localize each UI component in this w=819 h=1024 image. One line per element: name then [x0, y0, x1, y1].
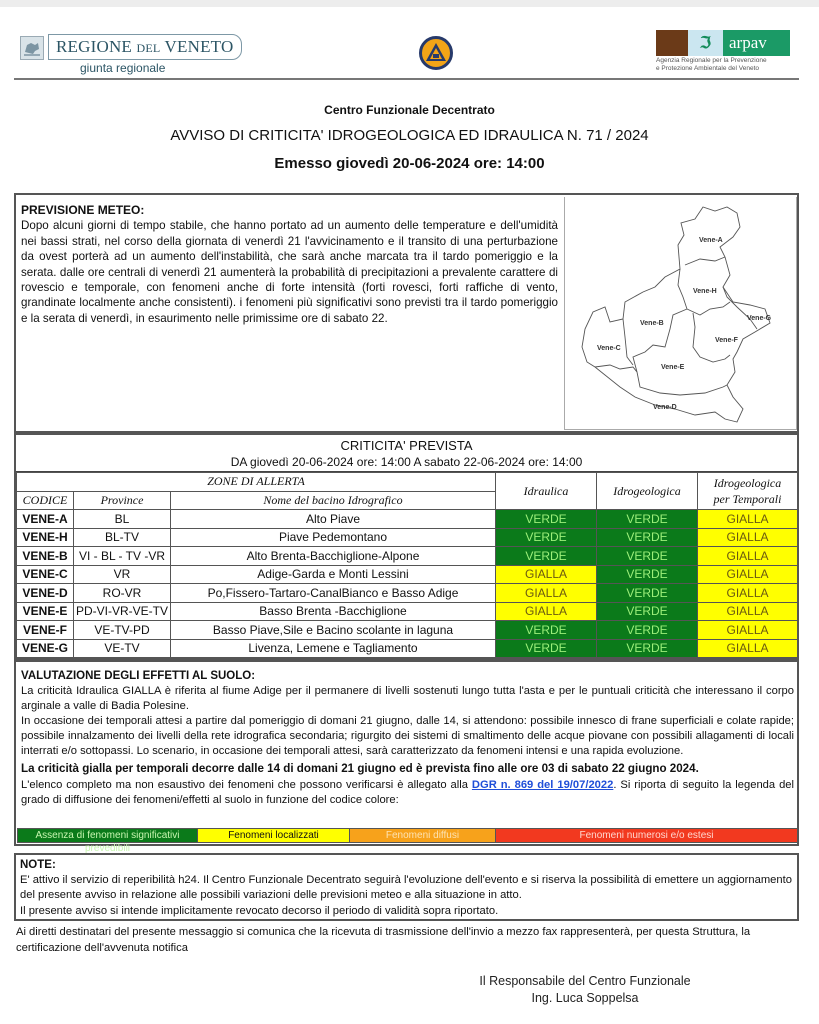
- zone-basin: Alto Piave: [171, 510, 496, 529]
- criticality-heading: CRITICITA' PREVISTA: [340, 438, 473, 453]
- border-b-c: [623, 319, 633, 365]
- zone-basin: Adige-Garda e Monti Lessini: [171, 565, 496, 584]
- weather-forecast-section: [14, 193, 799, 433]
- ground-effects-paragraph-2: In occasione dei temporali attesi a partire dal pomeriggio di domani 21 giugno, dalle 14, si attendono: possibile innesco di frane superficiali e colate rapide; possibile innalzamento dei livelli della rete idrografica secondaria; rigurgito dei sistemi di smaltimento delle acque piovane con possibili allagamenti di locali interrati e/o sottopassi. Lo scenario, in occasione dei temporali attesi, sarà caratterizzato da fenomeni intensi e una rapida evoluzione.: [21, 715, 794, 758]
- zone-province: VI - BL - TV -VR: [74, 547, 171, 566]
- zone-row-vene-g: [17, 639, 798, 658]
- zone-code: VENE-E: [17, 602, 74, 621]
- zone-basin: Basso Piave,Sile e Bacino scolante in laguna: [171, 621, 496, 640]
- map-label-vene-e: Vene-E: [661, 364, 685, 371]
- col-province: Province: [74, 491, 171, 510]
- zone-code: VENE-D: [17, 584, 74, 603]
- notes-section: [14, 853, 799, 921]
- legend-green: Assenza di fenomeni significativi prevedibili: [18, 829, 198, 842]
- map-label-vene-d: Vene-D: [653, 404, 677, 411]
- level-idraulica: VERDE: [496, 547, 597, 566]
- dgr-link[interactable]: DGR n. 869 del 19/07/2022: [471, 778, 614, 791]
- zone-basin: Alto Brenta-Bacchiglione-Alpone: [171, 547, 496, 566]
- arpav-logo: [656, 30, 790, 56]
- level-temporali: GIALLA: [698, 565, 798, 584]
- zone-row-vene-c: [17, 565, 798, 584]
- level-temporali: GIALLA: [698, 621, 798, 640]
- zone-row-vene-h: [17, 528, 798, 547]
- protezione-civile-emblem-icon: [419, 36, 453, 70]
- level-idrogeologica: VERDE: [597, 510, 698, 529]
- border-h-b: [678, 269, 687, 309]
- legend-orange: Fenomeni diffusi: [350, 829, 496, 842]
- regione-veneto-name: REGIONE DEL VENETO: [56, 37, 234, 56]
- level-idrogeologica: VERDE: [597, 584, 698, 603]
- level-idraulica: VERDE: [496, 528, 597, 547]
- map-label-vene-h: Vene-H: [693, 288, 717, 295]
- zone-code: VENE-B: [17, 547, 74, 566]
- level-idraulica: GIALLA: [496, 565, 597, 584]
- col-basin: Nome del bacino Idrografico: [171, 491, 496, 510]
- zone-province: BL-TV: [74, 528, 171, 547]
- notes-paragraph-2: Il presente avviso si intende implicitamente revocato decorso il periodo di validità sopra riportato.: [20, 904, 499, 917]
- weather-forecast-heading: PREVISIONE METEO:: [21, 203, 145, 217]
- signature: [440, 973, 730, 1007]
- alert-zones-table: [16, 472, 798, 658]
- issue-date: Emesso giovedì 20-06-2024 ore: 14:00: [274, 155, 545, 172]
- zone-code: VENE-F: [17, 621, 74, 640]
- col-idrogeologica-temporali: Idrogeologica per Temporali: [698, 473, 798, 510]
- zones-header: ZONE DI ALLERTA: [17, 473, 496, 492]
- legend-yellow: Fenomeni localizzati: [198, 829, 350, 842]
- zone-code: VENE-A: [17, 510, 74, 529]
- giunta-regionale-label: giunta regionale: [80, 61, 166, 75]
- level-temporali: GIALLA: [698, 510, 798, 529]
- zone-code: VENE-G: [17, 639, 74, 658]
- border-a-h: [685, 257, 725, 265]
- border-e-d: [637, 372, 727, 395]
- zone-row-vene-f: [17, 621, 798, 640]
- zone-basin: Po,Fissero-Tartaro-CanalBianco e Basso Adige: [171, 584, 496, 603]
- level-idrogeologica: VERDE: [597, 621, 698, 640]
- level-idrogeologica: VERDE: [597, 565, 698, 584]
- border-c-d: [595, 365, 637, 372]
- regione-veneto-lion-icon: [20, 36, 44, 60]
- level-idraulica: GIALLA: [496, 602, 597, 621]
- letterhead: [18, 30, 800, 78]
- zone-basin: Piave Pedemontano: [171, 528, 496, 547]
- zone-province: RO-VR: [74, 584, 171, 603]
- level-temporali: GIALLA: [698, 602, 798, 621]
- forecast-criticality-section: [14, 433, 799, 660]
- arpav-name: arpav: [723, 30, 790, 56]
- col-idrogeologica: Idrogeologica: [597, 473, 698, 510]
- level-idrogeologica: VERDE: [597, 547, 698, 566]
- notice-title: AVVISO DI CRITICITA' IDROGEOLOGICA ED IDRAULICA N. 71 / 2024: [170, 127, 649, 144]
- map-label-vene-g: Vene-G: [747, 315, 772, 322]
- fax-notice: Ai diretti destinatari del presente messaggio si comunica che la ricevuta di trasmissione dell'invio a mezzo fax rappresenterà, per questa Struttura, la certificazione dell'avvenuta notifica: [16, 926, 751, 954]
- map-label-vene-b: Vene-B: [640, 320, 664, 327]
- level-temporali: GIALLA: [698, 528, 798, 547]
- ground-effects-validity: La criticità gialla per temporali decorre dalle 14 di domani 21 giugno ed è prevista fino alle ore 03 di sabato 22 giugno 2024.: [21, 761, 699, 775]
- zone-province: VR: [74, 565, 171, 584]
- zone-code: VENE-H: [17, 528, 74, 547]
- level-idrogeologica: VERDE: [597, 602, 698, 621]
- level-idraulica: VERDE: [496, 621, 597, 640]
- level-temporali: GIALLA: [698, 547, 798, 566]
- zone-province: VE-TV: [74, 639, 171, 658]
- zone-code: VENE-C: [17, 565, 74, 584]
- level-idrogeologica: VERDE: [597, 639, 698, 658]
- legend-red: Fenomeni numerosi e/o estesi: [496, 829, 797, 842]
- level-temporali: GIALLA: [698, 584, 798, 603]
- header-divider: [14, 78, 799, 80]
- signature-name: Ing. Luca Soppelsa: [531, 991, 639, 1005]
- arpav-symbol-icon: ℑ: [688, 30, 723, 56]
- col-code: CODICE: [17, 491, 74, 510]
- zone-province: PD-VI-VR-VE-TV: [74, 602, 171, 621]
- ground-effects-section: [14, 660, 799, 854]
- notes-heading: NOTE:: [20, 859, 56, 871]
- level-idrogeologica: VERDE: [597, 528, 698, 547]
- criticality-period: DA giovedì 20-06-2024 ore: 14:00 A sabato 22-06-2024 ore: 14:00: [230, 455, 583, 469]
- color-legend: [17, 828, 798, 854]
- level-idraulica: VERDE: [496, 510, 597, 529]
- map-label-vene-c: Vene-C: [597, 345, 621, 352]
- zone-basin: Livenza, Lemene e Tagliamento: [171, 639, 496, 658]
- ground-effects-heading: VALUTAZIONE DEGLI EFFETTI AL SUOLO:: [21, 670, 256, 682]
- zone-row-vene-b: [17, 547, 798, 566]
- lion-image-icon: [656, 30, 688, 56]
- map-label-vene-f: Vene-F: [715, 337, 738, 344]
- ground-effects-paragraph-1: La criticità Idraulica GIALLA è riferita al fiume Adige per il permanere di livelli sostenuti lungo tutta l'asta e per le puntuali criticità che interessano il corpo arginale a valle di Badia Polesine.: [21, 685, 794, 713]
- border-b-e: [633, 309, 687, 372]
- zone-row-vene-e: [17, 602, 798, 621]
- level-idraulica: GIALLA: [496, 584, 597, 603]
- alert-zones-map: [564, 197, 797, 430]
- zone-row-vene-a: [17, 510, 798, 529]
- zone-province: VE-TV-PD: [74, 621, 171, 640]
- signature-role: Il Responsabile del Centro Funzionale: [479, 974, 691, 988]
- map-outline: [582, 207, 770, 422]
- zone-row-vene-d: [17, 584, 798, 603]
- col-idraulica: Idraulica: [496, 473, 597, 510]
- zone-basin: Basso Brenta -Bacchiglione: [171, 602, 496, 621]
- border-f-g: [723, 287, 757, 329]
- top-strip: [0, 0, 819, 7]
- arpav-subtitle: Agenzia Regionale per la Prevenzione e Protezione Ambientale del Veneto: [656, 57, 767, 72]
- notes-paragraph-1: E' attivo il servizio di reperibilità h24. Il Centro Funzionale Decentrato seguirà l'evoluzione dell'evento e si riserva la possibilità di emettere un aggiornamento del presente avviso in relazione alle possibili variazioni delle previsioni meteo e alla situazione in atto.: [20, 874, 792, 902]
- level-temporali: GIALLA: [698, 639, 798, 658]
- regione-veneto-logo: [48, 34, 242, 60]
- office-title: Centro Funzionale Decentrato: [324, 103, 495, 117]
- zone-province: BL: [74, 510, 171, 529]
- map-label-vene-a: Vene-A: [699, 237, 723, 244]
- ground-effects-paragraph-3: L'elenco completo ma non esaustivo dei fenomeni che possono verificarsi è allegato alla DGR n. 869 del 19/07/2022. Si riporta di seguito la legenda del grado di diffusione dei fenomeni/effetti al suolo in funzione del codice colore:: [21, 778, 795, 806]
- level-idraulica: VERDE: [496, 639, 597, 658]
- veneto-zones-map-svg: [565, 197, 796, 429]
- weather-forecast-text: Dopo alcuni giorni di tempo stabile, che hanno portato ad un aumento delle temperature e dell'umidità nei bassi strati, nel corso della giornata di venerdì 21 l'avvicinamento e il transito di una perturbazione da ovest porterà ad un aumento dell'instabilità, che sarà anche marcata tra il tardo pomeriggio e la serata. dalle ore centrali di venerdì 21 aumenterà la probabilità di precipitazioni a prevalente carattere di rovescio e temporale, con fenomeni anche di forte intensità (forti rovesci, forti raffiche di vento, grandinate localmente anche consistenti). i fenomeni più significativi sono previsti tra il tardo pomeriggio e la serata di venerdì, in esaurimento nelle primissime ore di sabato 22.: [21, 219, 558, 325]
